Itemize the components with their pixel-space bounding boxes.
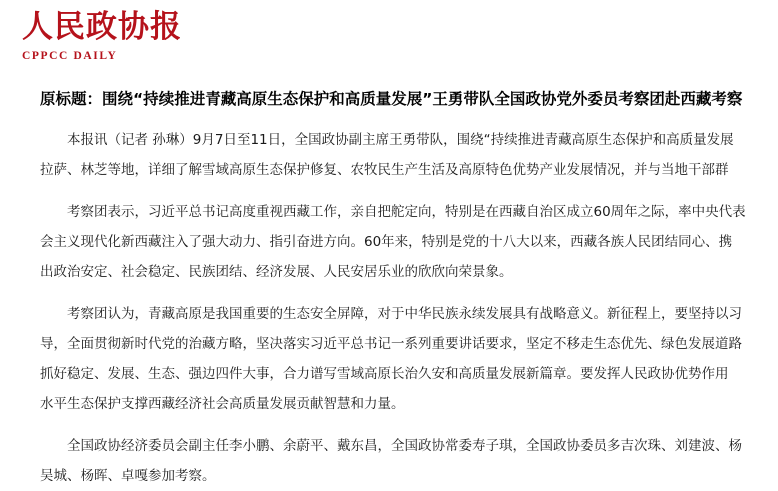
paragraph-block <box>40 197 770 287</box>
masthead <box>0 0 778 62</box>
article-body <box>40 125 770 491</box>
article-headline: 原标题：围绕“持续推进青藏高原生态保护和高质量发展”王勇带队全国政协党外委员考察团赴西藏考察 <box>40 90 743 109</box>
article <box>0 62 778 491</box>
paragraph-block <box>40 299 770 419</box>
paragraph-line: 会主义现代化新西藏注入了强大动力、指引奋进方向。60年来，特别是党的十八大以来，西藏各族人民团结同心、携 <box>40 234 733 251</box>
paragraph-line: 拉萨、林芝等地，详细了解雪域高原生态保护修复、农牧民生产生活及高原特色优势产业发展情况，并与当地干部群 <box>40 162 729 179</box>
newspaper-title: 人民政协报 <box>22 9 182 45</box>
paragraph-line: 吴城、杨晖、卓嘎参加考察。 <box>40 468 216 485</box>
paragraph-line: 抓好稳定、发展、生态、强边四件大事，合力谱写雪域高原长治久安和高质量发展新篇章。要发挥人民政协优势作用 <box>40 366 729 383</box>
paragraph-line: 水平生态保护支撑西藏经济社会高质量发展贡献智慧和力量。 <box>40 396 405 413</box>
paragraph-line: 出政治安定、社会稳定、民族团结、经济发展、人民安居乐业的欣欣向荣景象。 <box>40 264 513 281</box>
paragraph-line: 本报讯（记者 孙琳）9月7日至11日，全国政协副主席王勇带队，围绕“持续推进青藏高原生态保护和高质量发展 <box>67 132 734 149</box>
paragraph-line: 全国政协经济委员会副主任李小鹏、余蔚平、戴东昌，全国政协常委寿子琪，全国政协委员多吉次珠、刘建波、杨 <box>67 438 742 455</box>
newspaper-subtitle: CPPCC DAILY <box>22 50 118 63</box>
paragraph-line: 导，全面贯彻新时代党的治藏方略，坚决落实习近平总书记一系列重要讲话要求，坚定不移走生态优先、绿色发展道路 <box>40 336 742 353</box>
paragraph-line: 考察团认为，青藏高原是我国重要的生态安全屏障，对于中华民族永续发展具有战略意义。新征程上，要坚持以习 <box>67 306 742 323</box>
paragraph-block <box>40 125 770 185</box>
paragraph-block <box>40 431 770 491</box>
paragraph-line: 考察团表示，习近平总书记高度重视西藏工作，亲自把舵定向，特别是在西藏自治区成立60周年之际，率中央代表 <box>67 204 746 221</box>
